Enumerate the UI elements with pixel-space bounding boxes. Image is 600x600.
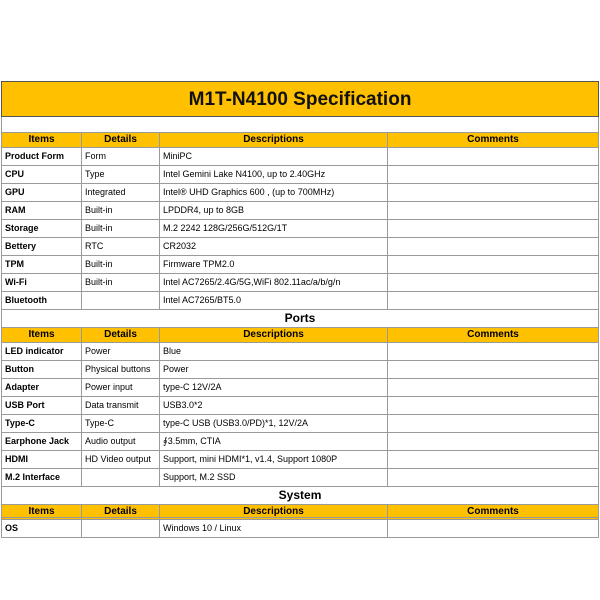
item-cell: HDMI — [2, 451, 82, 469]
section-title: Ports — [2, 310, 599, 328]
detail-cell: Integrated — [82, 184, 160, 202]
detail-cell: Audio output — [82, 433, 160, 451]
item-cell: USB Port — [2, 397, 82, 415]
table-row — [2, 397, 599, 415]
table-row — [2, 361, 599, 379]
detail-cell: HD Video output — [82, 451, 160, 469]
description-cell: Power — [160, 361, 388, 379]
comment-cell — [388, 166, 599, 184]
detail-cell: Power input — [82, 379, 160, 397]
description-cell: type-C USB (USB3.0/PD)*1, 12V/2A — [160, 415, 388, 433]
column-header-detail: Details — [82, 505, 160, 520]
description-cell: Firmware TPM2.0 — [160, 256, 388, 274]
bottom-border — [1, 517, 598, 518]
column-header-item: Items — [2, 505, 82, 520]
comment-cell — [388, 202, 599, 220]
item-cell: TPM — [2, 256, 82, 274]
description-cell: Windows 10 / Linux — [160, 520, 388, 538]
item-cell: Earphone Jack — [2, 433, 82, 451]
column-header-item: Items — [2, 133, 82, 148]
column-header-item: Items — [2, 328, 82, 343]
table-row — [2, 520, 599, 538]
spec-sheet — [1, 81, 598, 538]
item-cell: RAM — [2, 202, 82, 220]
column-header-description: Descriptions — [160, 505, 388, 520]
description-cell: Intel® UHD Graphics 600 , (up to 700MHz) — [160, 184, 388, 202]
column-header-comment: Comments — [388, 133, 599, 148]
item-cell: Wi-Fi — [2, 274, 82, 292]
detail-cell: Physical buttons — [82, 361, 160, 379]
description-cell: Intel AC7265/2.4G/5G,WiFi 802.11ac/a/b/g/n — [160, 274, 388, 292]
description-cell: USB3.0*2 — [160, 397, 388, 415]
detail-cell: Power — [82, 343, 160, 361]
description-cell: Support, M.2 SSD — [160, 469, 388, 487]
column-header-description: Descriptions — [160, 133, 388, 148]
detail-cell: Built-in — [82, 274, 160, 292]
detail-cell: Type — [82, 166, 160, 184]
item-cell: Adapter — [2, 379, 82, 397]
comment-cell — [388, 343, 599, 361]
spacer-row — [2, 117, 599, 133]
table-row — [2, 379, 599, 397]
comment-cell — [388, 520, 599, 538]
detail-cell — [82, 292, 160, 310]
item-cell: GPU — [2, 184, 82, 202]
description-cell: Blue — [160, 343, 388, 361]
detail-cell: Built-in — [82, 256, 160, 274]
table-row — [2, 292, 599, 310]
item-cell: LED indicator — [2, 343, 82, 361]
table-row — [2, 343, 599, 361]
column-header-description: Descriptions — [160, 328, 388, 343]
comment-cell — [388, 238, 599, 256]
item-cell: Type-C — [2, 415, 82, 433]
comment-cell — [388, 361, 599, 379]
table-row — [2, 433, 599, 451]
detail-cell: Built-in — [82, 220, 160, 238]
item-cell: CPU — [2, 166, 82, 184]
column-header-comment: Comments — [388, 505, 599, 520]
column-header-row — [2, 133, 599, 148]
comment-cell — [388, 220, 599, 238]
comment-cell — [388, 415, 599, 433]
title-row — [2, 82, 599, 117]
column-header-comment: Comments — [388, 328, 599, 343]
item-cell: Storage — [2, 220, 82, 238]
detail-cell — [82, 469, 160, 487]
table-row — [2, 469, 599, 487]
section-row — [2, 310, 599, 328]
table-row — [2, 166, 599, 184]
detail-cell: Form — [82, 148, 160, 166]
item-cell: M.2 Interface — [2, 469, 82, 487]
spec-table — [1, 81, 599, 538]
comment-cell — [388, 184, 599, 202]
table-row — [2, 148, 599, 166]
description-cell: Intel AC7265/BT5.0 — [160, 292, 388, 310]
detail-cell: Built-in — [82, 202, 160, 220]
detail-cell: Data transmit — [82, 397, 160, 415]
description-cell: Support, mini HDMI*1, v1.4, Support 1080P — [160, 451, 388, 469]
page-title: M1T-N4100 Specification — [2, 82, 599, 117]
comment-cell — [388, 256, 599, 274]
comment-cell — [388, 433, 599, 451]
description-cell: ∮3.5mm, CTIA — [160, 433, 388, 451]
detail-cell: Type-C — [82, 415, 160, 433]
comment-cell — [388, 292, 599, 310]
detail-cell: RTC — [82, 238, 160, 256]
description-cell: CR2032 — [160, 238, 388, 256]
item-cell: Bluetooth — [2, 292, 82, 310]
spacer-cell — [2, 117, 599, 133]
section-row — [2, 487, 599, 505]
table-row — [2, 274, 599, 292]
item-cell: OS — [2, 520, 82, 538]
item-cell: Button — [2, 361, 82, 379]
comment-cell — [388, 397, 599, 415]
column-header-detail: Details — [82, 328, 160, 343]
item-cell: Bettery — [2, 238, 82, 256]
comment-cell — [388, 148, 599, 166]
description-cell: LPDDR4, up to 8GB — [160, 202, 388, 220]
section-title: System — [2, 487, 599, 505]
description-cell: MiniPC — [160, 148, 388, 166]
table-row — [2, 415, 599, 433]
table-row — [2, 220, 599, 238]
comment-cell — [388, 274, 599, 292]
item-cell: Product Form — [2, 148, 82, 166]
description-cell: M.2 2242 128G/256G/512G/1T — [160, 220, 388, 238]
table-row — [2, 184, 599, 202]
comment-cell — [388, 469, 599, 487]
comment-cell — [388, 451, 599, 469]
table-row — [2, 238, 599, 256]
table-row — [2, 256, 599, 274]
description-cell: type-C 12V/2A — [160, 379, 388, 397]
detail-cell — [82, 520, 160, 538]
comment-cell — [388, 379, 599, 397]
column-header-detail: Details — [82, 133, 160, 148]
column-header-row — [2, 328, 599, 343]
description-cell: Intel Gemini Lake N4100, up to 2.40GHz — [160, 166, 388, 184]
table-row — [2, 451, 599, 469]
table-row — [2, 202, 599, 220]
